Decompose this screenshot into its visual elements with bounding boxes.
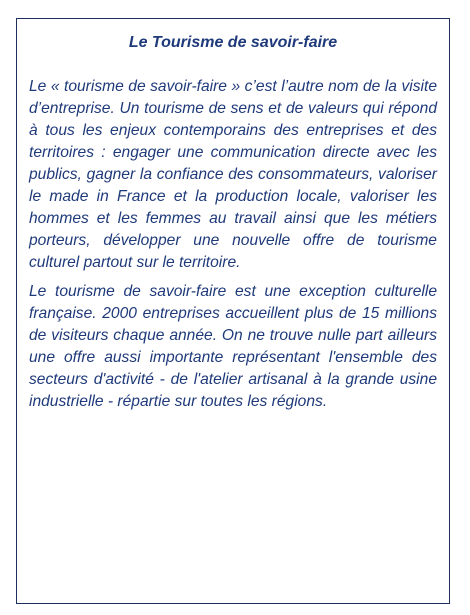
document-frame bbox=[16, 18, 450, 604]
paragraph-facts: Le tourisme de savoir-faire est une exception culturelle française. 2000 entreprises accueillent plus de 15 millions de visiteurs chaque année. On ne trouve nulle part ailleurs une offre aussi importante représentant l'ensemble des secteurs d'activité - de l'atelier artisanal à la grande usine industrielle - répartie sur toutes les régions. bbox=[29, 283, 437, 410]
paragraph-intro: Le « tourisme de savoir-faire » c’est l’autre nom de la visite d’entreprise. Un tourisme de sens et de valeurs qui répond à tous les enjeux contemporains des entreprises et des territoires : engager une communication directe avec les publics, gagner la confiance des consommateurs, valoriser le made in France et la production locale, valoriser les hommes et les femmes au travail ainsi que les métiers porteurs, développer une nouvelle offre de tourisme culturel partout sur le territoire. bbox=[29, 78, 437, 271]
document-title: Le Tourisme de savoir-faire bbox=[128, 34, 338, 51]
